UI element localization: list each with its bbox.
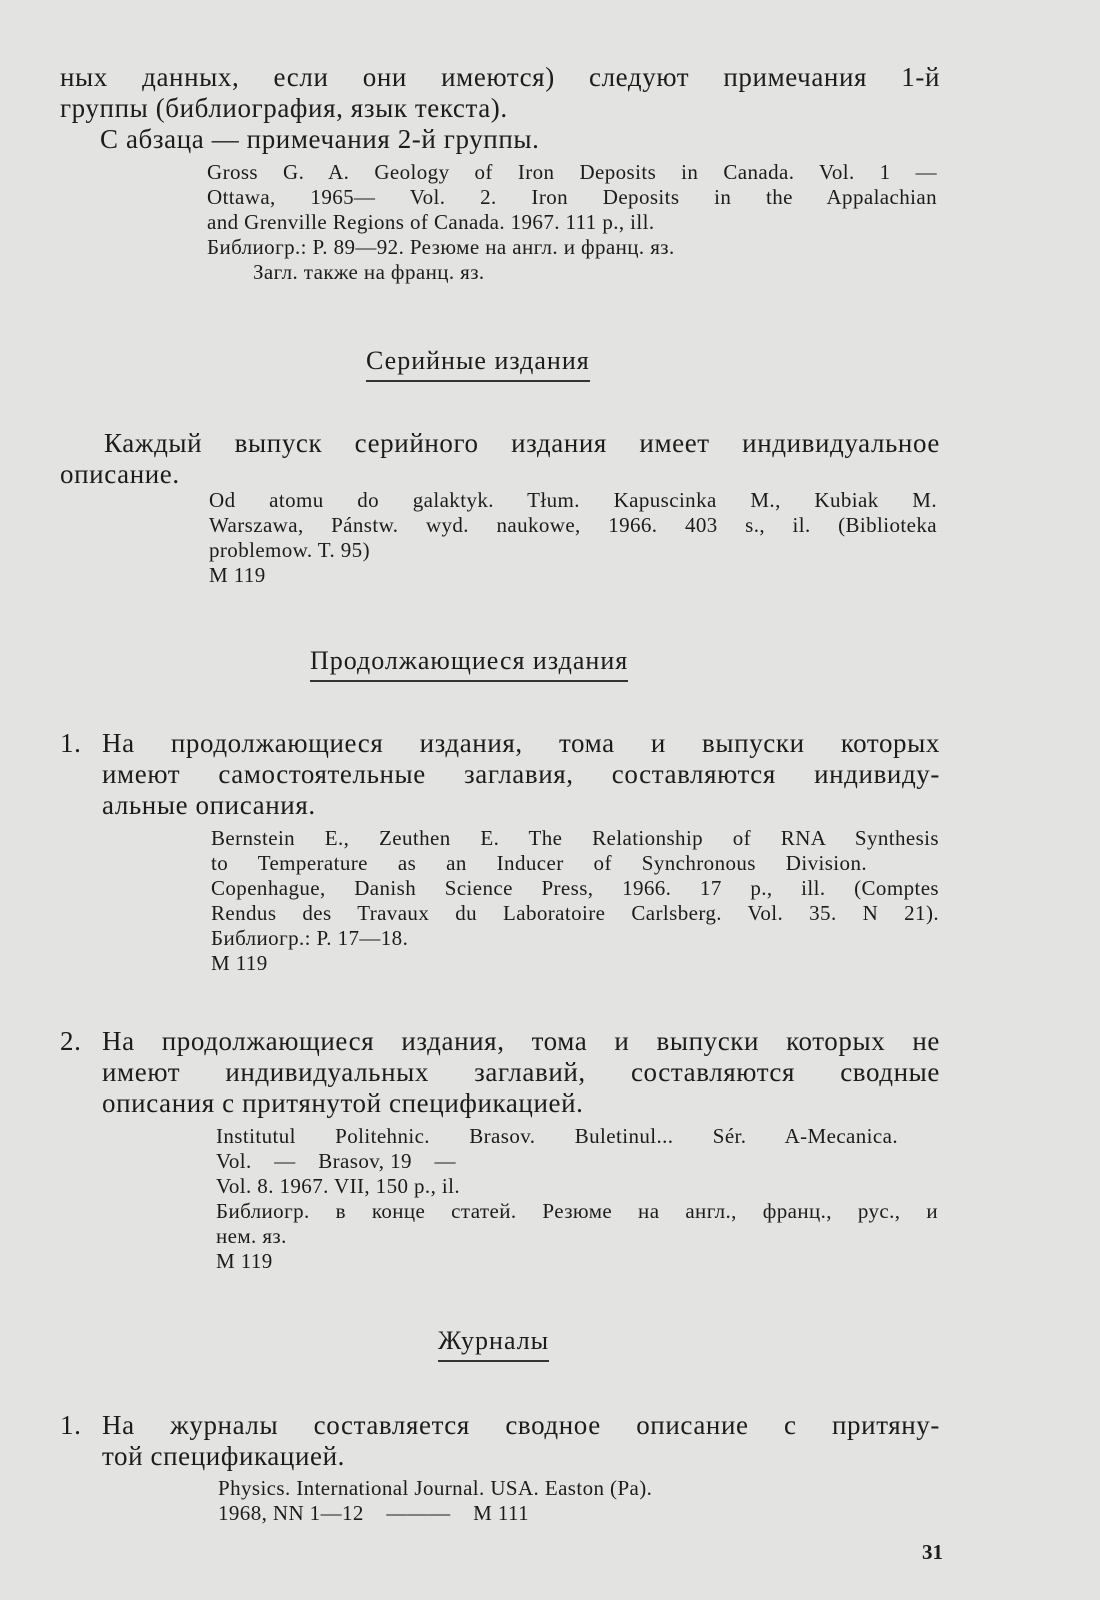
example-od-atomu: [209, 488, 937, 588]
item-line: описания с притянутой спецификацией.: [102, 1088, 584, 1118]
example-line: Vol. — Brasov, 19 —: [216, 1149, 456, 1173]
example-line: Gross G. A. Geology of Iron Deposits in Canada. Vol. 1 —: [207, 160, 937, 184]
example-bernstein: [211, 826, 939, 976]
continuing-item-2: [60, 1026, 940, 1119]
item-line: альные описания.: [102, 790, 316, 820]
item-line: На продолжающиеся издания, тома и выпуски которых: [102, 728, 940, 758]
example-line: Библиогр. в конце статей. Резюме на англ., франц., рус., и: [216, 1199, 938, 1223]
top-line-1: ных данных, если они имеются) следуют примечания 1-й: [60, 62, 940, 92]
continuing-item-1: [60, 728, 940, 821]
example-line: Copenhague, Danish Science Press, 1966. 17 p., ill. (Comptes: [211, 876, 939, 900]
top-paragraph: [60, 62, 940, 155]
page-number: 31: [922, 1540, 943, 1564]
example-line: Od atomu do galaktyk. Tłum. Kapuscinka M., Kubiak M.: [209, 488, 937, 512]
example-line: нем. яз.: [216, 1224, 287, 1248]
example-line: problemow. T. 95): [209, 538, 370, 562]
heading-journals: Журналы: [438, 1326, 549, 1362]
example-line: M 119: [209, 563, 266, 587]
item-number: 2.: [60, 1026, 82, 1056]
item-number: 1.: [60, 728, 82, 758]
serial-line-1: Каждый выпуск серийного издания имеет индивидуальное: [104, 428, 940, 458]
example-institutul: [216, 1124, 938, 1274]
heading-continuing: Продолжающиеся издания: [310, 646, 628, 682]
example-line: Rendus des Travaux du Laboratoire Carlsberg. Vol. 35. N 21).: [211, 901, 939, 925]
item-number: 1.: [60, 1410, 82, 1440]
example-gross: [207, 160, 937, 285]
item-line: На журналы составляется сводное описание с притяну-: [102, 1410, 940, 1440]
item-line: имеют индивидуальных заглавий, составляются сводные: [102, 1057, 940, 1087]
item-line: той спецификацией.: [102, 1441, 345, 1471]
example-line: Bernstein E., Zeuthen E. The Relationship of RNA Synthesis: [211, 826, 939, 850]
top-line-3: С абзаца — примечания 2-й группы.: [100, 124, 540, 154]
item-line: На продолжающиеся издания, тома и выпуски которых не: [102, 1026, 940, 1056]
example-line: M 119: [216, 1249, 273, 1273]
example-line: and Grenville Regions of Canada. 1967. 111 p., ill.: [207, 210, 655, 234]
example-line: Physics. International Journal. USA. Easton (Pa).: [218, 1476, 653, 1500]
top-line-2: группы (библиография, язык текста).: [60, 93, 508, 123]
example-line: Библиогр.: P. 17—18.: [211, 926, 409, 950]
serial-line-2: описание.: [60, 459, 180, 489]
example-line: Ottawa, 1965— Vol. 2. Iron Deposits in the Appalachian: [207, 185, 937, 209]
item-line: имеют самостоятельные заглавия, составляются индивиду-: [102, 759, 940, 789]
example-line: 1968, NN 1—12 ——— M 111: [218, 1501, 530, 1525]
example-line: Загл. также на франц. яз.: [253, 260, 485, 284]
example-line: to Temperature as an Inducer of Synchronous Division.: [211, 851, 867, 875]
heading-serial: Серийные издания: [366, 346, 590, 382]
example-line: Warszawa, Pánstw. wyd. naukowe, 1966. 403 s., il. (Biblioteka: [209, 513, 937, 537]
example-physics: [218, 1476, 818, 1526]
example-line: Vol. 8. 1967. VII, 150 p., il.: [216, 1174, 460, 1198]
journals-item-1: [60, 1410, 940, 1472]
example-line: Institutul Politehnic. Brasov. Buletinul... Sér. A-Mecanica.: [216, 1124, 898, 1148]
serial-paragraph: [60, 428, 940, 490]
example-line: M 119: [211, 951, 268, 975]
example-line: Библиогр.: P. 89—92. Резюме на англ. и франц. яз.: [207, 235, 675, 259]
